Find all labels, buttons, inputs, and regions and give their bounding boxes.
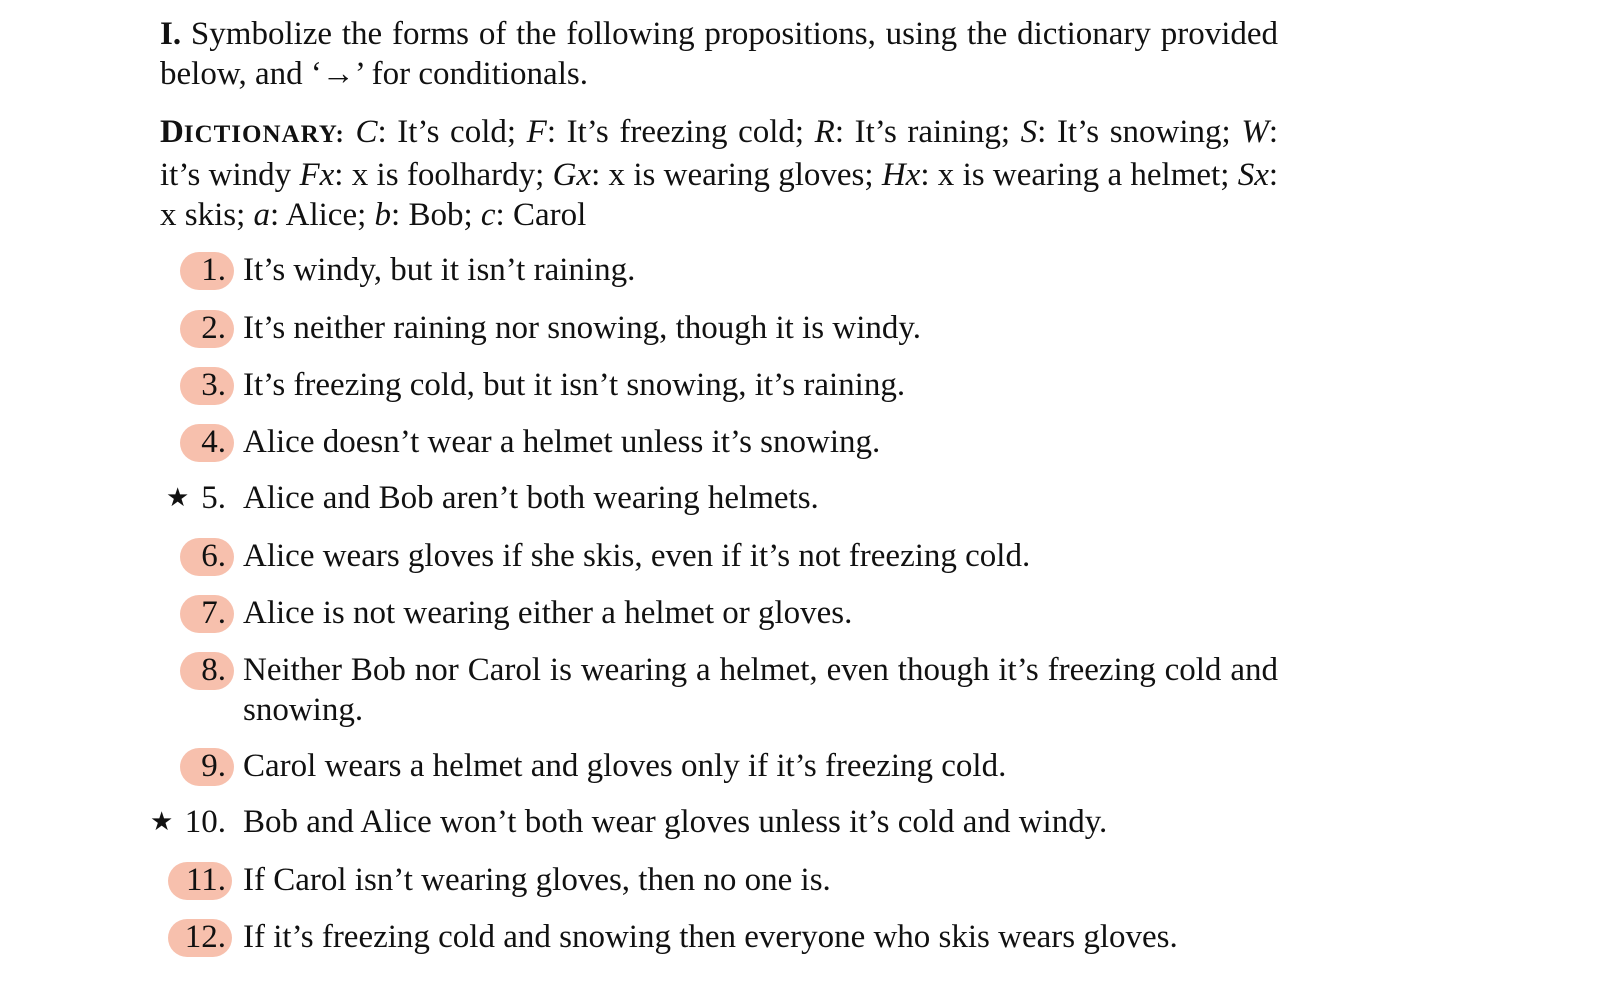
dictionary-gloss: It’s raining; — [854, 114, 1011, 150]
dictionary-gloss: x is wearing a helmet; — [937, 157, 1230, 193]
dictionary-symbol: R — [814, 114, 835, 150]
dictionary-entry: Fx: x is foolhardy; — [299, 157, 545, 193]
exercise-number: 12. — [184, 919, 226, 955]
instruction-text: Symbolize the forms of the following propositions, using the dictionary provided below, and ‘→’ for conditionals. — [160, 16, 1279, 92]
exercise-text: Carol wears a helmet and gloves only if it’s freezing cold. — [243, 748, 1007, 784]
exercise-number: 5. — [201, 480, 226, 516]
exercise-number: 11. — [185, 862, 226, 898]
exercise-text: If Carol isn’t wearing gloves, then no one is. — [243, 862, 831, 898]
exercise-number: 6. — [201, 538, 226, 574]
dictionary-symbol: Hx — [881, 157, 921, 193]
exercise-number: 7. — [201, 595, 226, 631]
dictionary-entry: R: It’s raining; — [814, 114, 1011, 150]
exercise-number: 2. — [201, 310, 226, 346]
exercise-text: Alice and Bob aren’t both wearing helmets. — [243, 480, 819, 516]
dictionary-entry: c: Carol — [480, 197, 587, 233]
exercise-text: Bob and Alice won’t both wear gloves unless it’s cold and windy. — [243, 804, 1108, 840]
dictionary-gloss: Alice; — [285, 197, 367, 233]
dictionary-symbol: Sx — [1237, 157, 1269, 193]
dictionary-symbol: F — [526, 114, 547, 150]
exercise-number: 4. — [201, 424, 226, 460]
dictionary-symbol: W — [1241, 114, 1269, 150]
dictionary-gloss: It’s freezing cold; — [566, 114, 805, 150]
dictionary-symbol: a — [253, 197, 271, 233]
exercise-text: Alice doesn’t wear a helmet unless it’s snowing. — [243, 424, 881, 460]
exercise-text: Alice is not wearing either a helmet or gloves. — [243, 595, 853, 631]
dictionary-gloss: x skis; — [160, 197, 246, 233]
exercise-number: 9. — [201, 748, 226, 784]
dictionary-gloss: Bob; — [408, 197, 473, 233]
dictionary-entry: Hx: x is wearing a helmet; — [881, 157, 1230, 193]
dictionary-entry: W: it’s windy — [160, 114, 1279, 193]
dictionary-entry: F: It’s freezing cold; — [526, 114, 805, 150]
dictionary-entry: a: Alice; — [253, 197, 367, 233]
exercise-text: It’s neither raining nor snowing, though it is windy. — [243, 310, 921, 346]
dictionary-entry: b: Bob; — [374, 197, 473, 233]
dictionary-symbol: b — [374, 197, 392, 233]
section-numeral: I. — [160, 16, 182, 52]
dictionary-gloss: x is foolhardy; — [351, 157, 545, 193]
exercise-number: 10. — [184, 804, 226, 840]
dictionary-gloss: it’s windy — [160, 157, 292, 193]
dictionary-entry: S: It’s snowing; — [1020, 114, 1231, 150]
exercise-text: Neither Bob nor Carol is wearing a helmet, even though it’s freezing cold and snowing. — [243, 652, 1278, 728]
dictionary-heading: DICTIONARY: — [160, 114, 345, 150]
dictionary-symbol: S — [1020, 114, 1038, 150]
dictionary-gloss: It’s cold; — [397, 114, 517, 150]
exercise-text: It’s windy, but it isn’t raining. — [243, 252, 636, 288]
star-icon: ★ — [166, 483, 190, 513]
exercise-number: 1. — [201, 252, 226, 288]
exercise-text: If it’s freezing cold and snowing then everyone who skis wears gloves. — [243, 919, 1178, 955]
dictionary-symbol: Gx — [552, 157, 592, 193]
dictionary-symbol: C — [355, 114, 378, 150]
dictionary-entry: C: It’s cold; — [355, 114, 517, 150]
dictionary-gloss: Carol — [512, 197, 587, 233]
dictionary-gloss: x is wearing gloves; — [608, 157, 874, 193]
exercise-number: 8. — [201, 652, 226, 688]
dictionary-entry: Gx: x is wearing gloves; — [552, 157, 874, 193]
dictionary-symbol: c — [480, 197, 496, 233]
star-icon: ★ — [150, 807, 174, 837]
dictionary-gloss: It’s snowing; — [1056, 114, 1231, 150]
exercise-text: Alice wears gloves if she skis, even if it’s not freezing cold. — [243, 538, 1031, 574]
exercise-number: 3. — [201, 367, 226, 403]
dictionary-symbol: Fx — [299, 157, 335, 193]
dictionary-entry: Sx: x skis; — [160, 157, 1279, 233]
exercise-text: It’s freezing cold, but it isn’t snowing, it’s raining. — [243, 367, 906, 403]
